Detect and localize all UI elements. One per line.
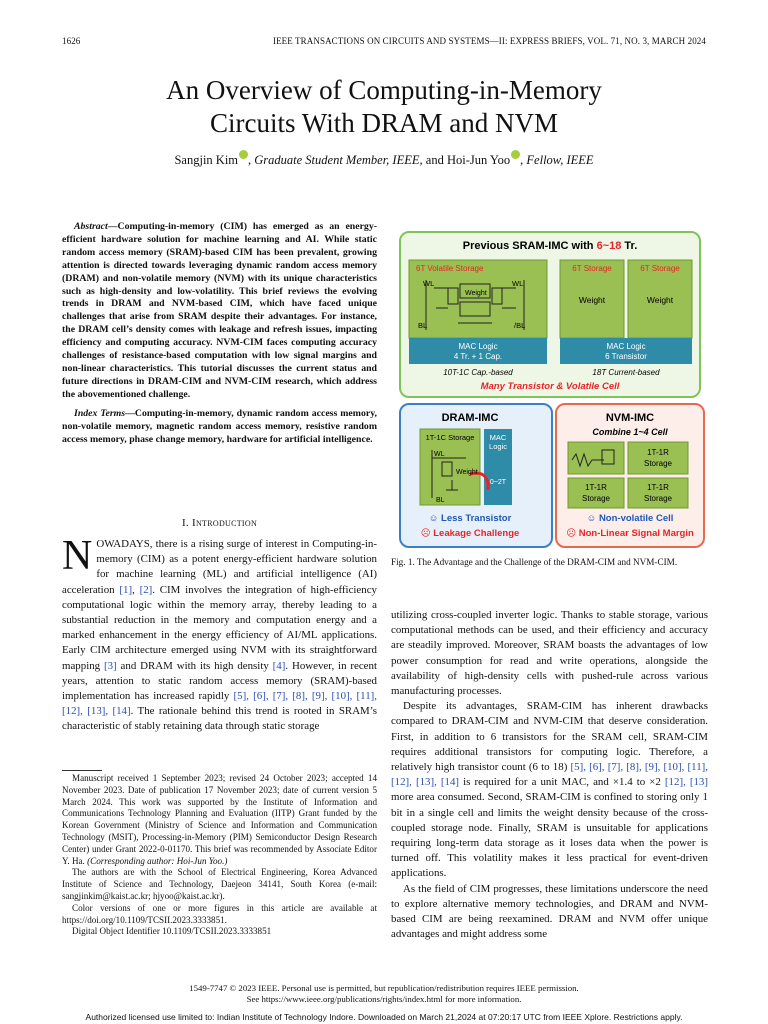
current-based-label: 18T Current-based [592, 368, 660, 377]
citation-link[interactable]: [4] [272, 659, 286, 672]
intro-text-3: and DRAM with its high density [116, 659, 273, 672]
corresponding-author: (Corresponding author: Hoi-Jun Yoo.) [87, 855, 228, 866]
copyright-line-1: 1549-7747 © 2023 IEEE. Personal use is permitted, but republication/redistribution requires IEEE permission. [189, 983, 579, 993]
nvm-storage-2-line1: 1T-1R [585, 483, 607, 492]
abstract [62, 221, 377, 446]
page-number: 1626 [62, 36, 81, 46]
mac-logic-cap-line2: 4 Tr. + 1 Cap. [453, 352, 503, 361]
dram-advantage: ☺ Less Transistor [428, 513, 512, 524]
footnote-doi: Digital Object Identifier 10.1109/TCSII.2023.3333851 [72, 926, 272, 937]
author-1: Sangjin Kim [174, 153, 239, 168]
section-heading [62, 517, 377, 529]
sram-panel-title: Previous SRAM-IMC with 6~18 Tr. [462, 240, 638, 252]
nvm-subtitle: Combine 1~4 Cell [592, 427, 668, 437]
nvm-advantage: ☺ Non-volatile Cell [586, 513, 674, 524]
index-terms-text: —Computing-in-memory, dynamic random access memory, non-volatile memory, magnetic random access memory, resistive random access memory, phase change memory, hardware for artificial intelligence. [62, 407, 377, 445]
citation-link[interactable]: [1] [119, 583, 133, 596]
section-number: I. [181, 517, 189, 529]
footnote-manuscript [62, 773, 377, 867]
intro-text-2: . CIM involves the integration of high-efficiency computational logic within the memory array, thereby leading to a substantial reduction in the memory and computation energy and a marked enhancement in the energy efficiency of AI/ML applications. Early CIM architecture emerged using NVM with its straightforward mapping [62, 583, 377, 672]
citation-link[interactable]: [3] [103, 659, 117, 672]
drawbacks-text-b: is required for a unit MAC, and ×1.4 to ×2 [459, 776, 665, 789]
nvm-panel [556, 404, 704, 547]
copyright-line-2: See https://www.ieee.org/publications/rights/index.html for more information. [246, 994, 522, 1004]
volatile-storage-label: 6T Volatile Storage [416, 264, 484, 273]
dram-wl-label: WL [434, 451, 445, 458]
dram-panel-title: DRAM-IMC [441, 412, 499, 424]
sram-bl-label: BL [418, 321, 428, 330]
figure-1-diagram [396, 228, 708, 553]
footnote-rule [62, 770, 102, 771]
intro-paragraph [62, 533, 378, 735]
nvm-storage-2-line2: Storage [581, 494, 611, 503]
dram-2t-label: 0~2T [489, 479, 507, 486]
dram-bl-label: BL [436, 497, 445, 504]
footnote-manuscript-text: Manuscript received 1 September 2023; revised 24 October 2023; accepted 14 November 2023. Date of publication 17 November 2023; date of current version 5 March 2024. This work was supported by the Institute of Information and Communications Technology Planning and Evaluation (IITP) Grant funded by the Korean Government (Ministry of Science and Information and Communication Technology (MSIT), Processing-in-Memory (PIM) Semiconductor Design Research Center) under Grant 2022-0-01170. This brief was recommended by Associate Editor Y. Ha. [62, 773, 377, 866]
paper-title [60, 74, 708, 140]
footnotes [62, 773, 377, 938]
weight-b-label: Weight [646, 295, 674, 305]
footnote-color: Color versions of one or more figures in this article are available at https://doi.org/10.1109/TCSII.2023.3333851. [62, 902, 377, 925]
nvm-storage-3-line2: Storage [643, 494, 673, 503]
sram-weight-label: Weight [465, 290, 487, 297]
copyright-footer [0, 983, 768, 1005]
nvm-storage-3-line1: 1T-1R [647, 483, 669, 492]
section-title: Introduction [192, 517, 258, 529]
intro-text-4: . However, in recent years, attention to static random access memory (SRAM)-based implementation has increased rapidly [62, 659, 377, 703]
citation-link[interactable]: [12], [13] [664, 776, 709, 789]
drawbacks-text-a: Despite its advantages, SRAM-CIM has inherent drawbacks compared to DRAM-CIM and NVM-CIM that deserve consideration. First, in addition to 6 transistors for the SRAM cell, SRAM-CIM requires additional transistors for computing logic. Therefore, a relatively high transistor count (6 to 18) [391, 700, 708, 774]
paragraph-drawbacks [391, 699, 708, 881]
dram-mac-label-a: MAC [489, 433, 507, 442]
sram-blbar-label: /BL [514, 321, 526, 330]
author-1-role: Graduate Student Member, IEEE, [254, 153, 423, 168]
drawbacks-text-c: more area consumed. Second, SRAM-CIM is confined to storing only 1 bit in a single cell and limits the weight density because of the cross-coupled storage node. Finally, SRAM is unsuitable for applications requiring long-term data storage as it loses data when the power is turned off. This volatility makes it less practical for event-driven applications. [391, 791, 708, 880]
nvm-storage-1-line2: Storage [643, 459, 673, 468]
orcid-icon[interactable] [239, 150, 248, 159]
nvm-panel-title: NVM-IMC [605, 412, 655, 424]
dram-storage-label: 1T-1C Storage [425, 433, 475, 442]
nvm-storage-1-line1: 1T-1R [647, 448, 669, 457]
index-terms-label: Index Terms [74, 407, 126, 419]
dram-weight-label: Weight [456, 469, 478, 476]
abstract-text: —Computing-in-memory (CIM) has emerged as an energy-efficient hardware solution for machine learning and AI. While static random access memory (SRAM)-based CIM has been prevalent, growing attention is directed towards leveraging dynamic random access memory (DRAM) and non-volatile memory (NVM) with its unique characteristics such as high-density and low-volatility. This brief reviews the evolving trends in DRAM and NVM-based CIM, which have faced unique challenges that arise from SRAM despite their advantages. For instance, the DRAM cell’s density comes with leakage and refresh issues, impacting efficiency and computing accuracy. NVM-CIM faces computing accuracy challenges of resistance-based computation with low signal margins and non-linear characteristics. This tutorial discusses the current status and future directions in DRAM-CIM and NVM-CIM research, which address the abovementioned challenge. [62, 221, 377, 400]
mac-logic-current-line2: 6 Transistor [605, 352, 647, 361]
index-terms [62, 408, 377, 447]
intro-sep: , [132, 583, 140, 596]
weight-a-label: Weight [578, 295, 606, 305]
title-line-2: Circuits With DRAM and NVM [210, 108, 558, 138]
license-notice: Authorized licensed use limited to: Indian Institute of Technology Indore. Downloaded on March 21,2024 at 07:20:17 UTC from IEEE Xplore. Restrictions apply. [85, 1012, 683, 1022]
paragraph-stable-storage: utilizing cross-coupled inverter logic. Thanks to stable storage, various computational methods can be used, and their efficiency and accuracy are steadily improved. Moreover, SRAM boasts the advantages of low power consumption for read and write operations, alongside the availability of high-density cells with pushed-rule across various manufacturing processes. [391, 609, 708, 698]
author-2-role: Fellow, IEEE [526, 153, 594, 168]
dram-challenge: ☹ Leakage Challenge [420, 528, 520, 539]
author-conjunction: and [425, 153, 444, 168]
sram-summary: Many Transistor & Volatile Cell [480, 381, 620, 392]
paragraph-alternatives: As the field of CIM progresses, these limitations underscore the need to explore alternative memory technologies, and DRAM and NVM-based CIM are being reexamined. DRAM and NVM offer unique advantages and might address some [391, 882, 708, 941]
citation-link[interactable]: [5], [6], [7], [8], [9], [10], [11], [12], [13], [14] [62, 690, 377, 718]
mac-logic-current-line1: MAC Logic [606, 342, 646, 351]
right-column-text [391, 608, 708, 942]
dropcap-letter: N [62, 533, 93, 579]
figure-caption: Fig. 1. The Advantage and the Challenge of the DRAM-CIM and NVM-CIM. [391, 557, 678, 567]
nvm-resistor-cell [568, 442, 624, 474]
journal-header: IEEE TRANSACTIONS ON CIRCUITS AND SYSTEMS—II: EXPRESS BRIEFS, VOL. 71, NO. 3, MARCH 2024 [272, 36, 706, 46]
title-line-1: An Overview of Computing-in-Memory [166, 75, 602, 105]
author-list: Sangjin Kim , Graduate Student Member, IEEE, and Hoi-Jun Yoo , Fellow, IEEE [60, 150, 708, 168]
storage-b-label: 6T Storage [640, 264, 680, 273]
footnote-affiliation: The authors are with the School of Electrical Engineering, Korea Advanced Institute of Science and Technology, Daejeon 34141, South Korea (e-mail: sangjinkim@kaist.ac.kr; hjyoo@kaist.ac.kr). [62, 867, 377, 901]
citation-link[interactable]: [2] [139, 583, 153, 596]
orcid-icon[interactable] [511, 150, 520, 159]
mac-logic-cap-line1: MAC Logic [458, 342, 498, 351]
citation-link[interactable]: [5], [6], [7], [8], [9], [10], [11], [12], [13], [14] [391, 761, 708, 789]
author-2: Hoi-Jun Yoo [446, 153, 511, 168]
storage-a-label: 6T Storage [572, 264, 612, 273]
sram-wl-left: WL [423, 279, 435, 288]
nvm-challenge: ☹ Non-Linear Signal Margin [566, 528, 694, 539]
cap-based-label: 10T-1C Cap.-based [443, 368, 513, 377]
intro-text-1: OWADAYS, there is a rising surge of interest in Computing-in-memory (CIM) as a potent energy-efficient hardware solution for machine learning (ML) and artificial intelligence (AI) acceleration [62, 538, 377, 596]
sram-wl-right: WL [512, 279, 524, 288]
abstract-label: Abstract [74, 221, 108, 232]
intro-text-5: . The rationale behind this trend is rooted in SRAM’s characteristic of stably retaining data through static storage [62, 705, 378, 733]
dram-mac-label-b: Logic [489, 442, 507, 451]
nvm-storage-1 [628, 442, 688, 474]
